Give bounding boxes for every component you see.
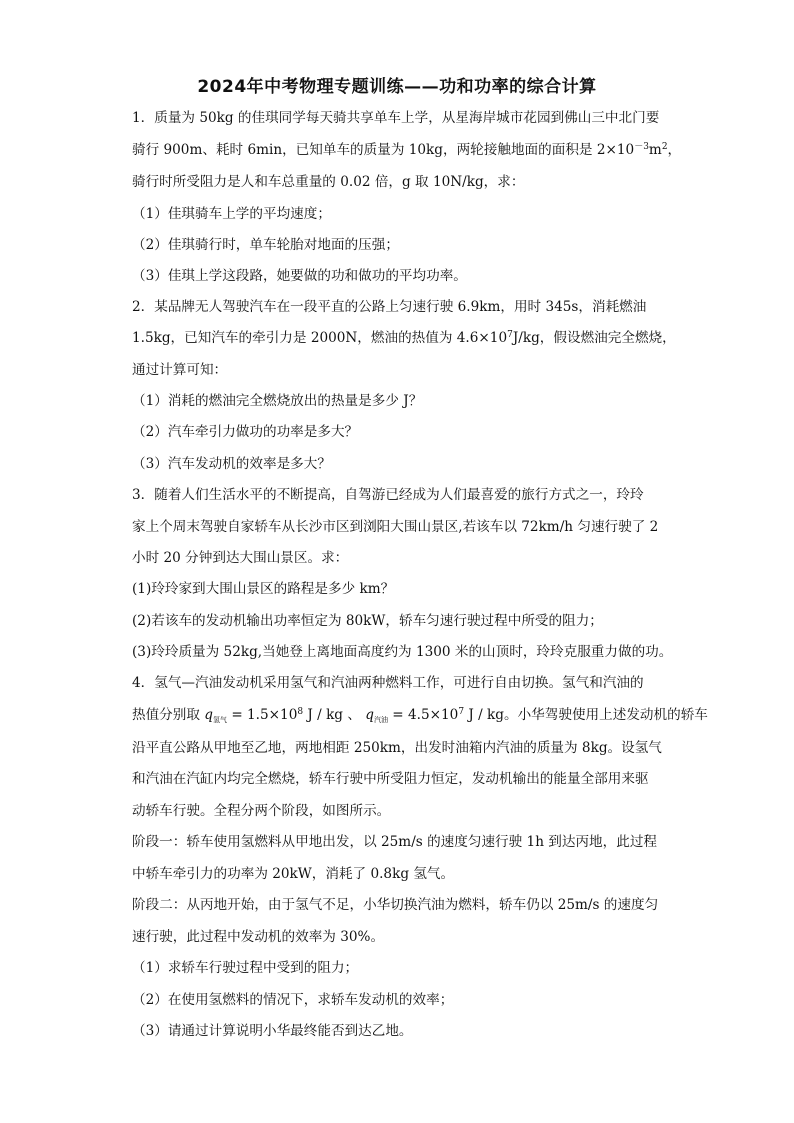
unit: m xyxy=(648,142,662,158)
problem-4-line-5: 动轿车行驶。全程分两个阶段，如图所示。 xyxy=(132,803,391,819)
value: = 1.5×10 xyxy=(227,707,298,723)
formula-q-gasoline xyxy=(365,707,388,723)
problem-2-line-2 xyxy=(132,329,676,347)
problem-4-line-4: 和汽油在汽缸内均完全燃烧，轿车行驶中所受阻力恒定，发动机输出的能量全部用来驱 xyxy=(132,771,649,787)
problem-4-line-3: 沿平直公路从甲地至乙地，两地相距 250km，出发时油箱内汽油的质量为 8kg。设氢气 xyxy=(132,740,662,756)
problem-1-q2: （2）佳琪骑行时，单车轮胎对地面的压强； xyxy=(132,237,399,253)
symbol: q xyxy=(204,707,213,723)
problem-2-q3: （3）汽车发动机的效率是多大？ xyxy=(132,456,331,472)
problem-2-q2: （2）汽车牵引力做功的功率是多大？ xyxy=(132,424,359,440)
problem-1-line-1: 1．质量为 50kg 的佳琪同学每天骑共享单车上学，从星海岸城市花园到佛山三中北门要 xyxy=(132,110,660,126)
problem-4-stage-1-line-2: 中轿车牵引力的功率为 20kW，消耗了 0.8kg 氢气。 xyxy=(132,866,455,882)
exponent: 2 xyxy=(661,142,668,152)
problem-3-q2: (2)若该车的发动机输出功率恒定为 80kW，轿车匀速行驶过程中所受的阻力； xyxy=(132,613,603,629)
problem-2-line-3: 通过计算可知： xyxy=(132,362,228,378)
problem-4-q1: （1）求轿车行驶过程中受到的阻力； xyxy=(132,960,359,976)
text-segment: 。小华驾驶使用上述发动机的轿车 xyxy=(503,707,708,723)
text-segment: 1.5kg，已知汽车的牵引力是 2000N，燃油的热值为 4.6×10 xyxy=(132,330,508,346)
exponent: 7 xyxy=(458,707,465,717)
problem-1-q3: （3）佳琪上学这段路，她要做的功和做功的平均功率。 xyxy=(132,268,467,284)
problem-4-stage-2-line-1: 阶段二：从丙地开始，由于氢气不足，小华切换汽油为燃料，轿车仍以 25m/s 的速度匀 xyxy=(132,897,659,913)
subscript: 氢气 xyxy=(213,716,227,724)
subscript: 汽油 xyxy=(373,716,388,724)
problem-1-line-2 xyxy=(132,141,681,159)
problem-3-line-2: 家上个周末驾驶自家轿车从长沙市区到浏阳大围山景区,若该车以 72km/h 匀速行驶了 2 xyxy=(132,519,659,535)
problem-3-line-1: 3．随着人们生活水平的不断提高，自驾游已经成为人们最喜爱的旅行方式之一，玲玲 xyxy=(132,487,644,503)
problem-1-line-3: 骑行时所受阻力是人和车总重量的 0.02 倍，g 取 10N/kg，求： xyxy=(132,174,525,190)
symbol: q xyxy=(365,707,374,723)
problem-4-stage-1-line-1: 阶段一：轿车使用氢燃料从甲地出发，以 25m/s 的速度匀速行驶 1h 到达丙地，此过程 xyxy=(132,834,658,850)
unit: J / kg 、 xyxy=(303,707,361,723)
formula-q-hydrogen xyxy=(204,707,227,723)
problem-2-q1: （1）消耗的燃油完全燃烧放出的热量是多少 J？ xyxy=(132,393,423,409)
problem-4-q3: （3）请通过计算说明小华最终能否到达乙地。 xyxy=(132,1023,413,1039)
problem-4-line-2 xyxy=(132,706,708,729)
exponent: 7 xyxy=(507,330,513,340)
problem-3-q1: (1)玲玲家到大围山景区的路程是多少 km？ xyxy=(132,581,395,597)
problem-3-q3: (3)玲玲质量为 52kg,当她登上离地面高度约为 1300 米的山顶时，玲玲克服重力做的功。 xyxy=(132,644,673,660)
problem-4-q2: （2）在使用氢燃料的情况下，求轿车发动机的效率； xyxy=(132,992,454,1008)
text-segment: 骑行 900m、耗时 6min，已知单车的质量为 10kg，两轮接触地面的面积是 2×10 xyxy=(132,142,635,158)
problem-1-q1: （1）佳琪骑车上学的平均速度； xyxy=(132,206,331,222)
unit: J / kg xyxy=(464,707,504,723)
problem-2-line-1: 2．某品牌无人驾驶汽车在一段平直的公路上匀速行驶 6.9km，用时 345s，消耗燃油 xyxy=(132,299,647,315)
problem-4-stage-2-line-2: 速行驶，此过程中发动机的效率为 30%。 xyxy=(132,929,385,945)
punctuation: ， xyxy=(667,142,682,158)
exponent: 8 xyxy=(297,707,304,717)
text-segment: 热值分别取 xyxy=(132,707,200,723)
problem-3-line-3: 小时 20 分钟到达大围山景区。求： xyxy=(132,550,349,566)
text-segment: J/kg，假设燃油完全燃烧， xyxy=(512,330,676,346)
problem-4-line-1: 4．氢气—汽油发动机采用氢气和汽油两种燃料工作，可进行自由切换。氢气和汽油的 xyxy=(132,675,644,691)
page-title: 2024年中考物理专题训练——功和功率的综合计算 xyxy=(197,77,597,97)
exponent: －3 xyxy=(634,142,649,152)
value: = 4.5×10 xyxy=(387,707,459,723)
